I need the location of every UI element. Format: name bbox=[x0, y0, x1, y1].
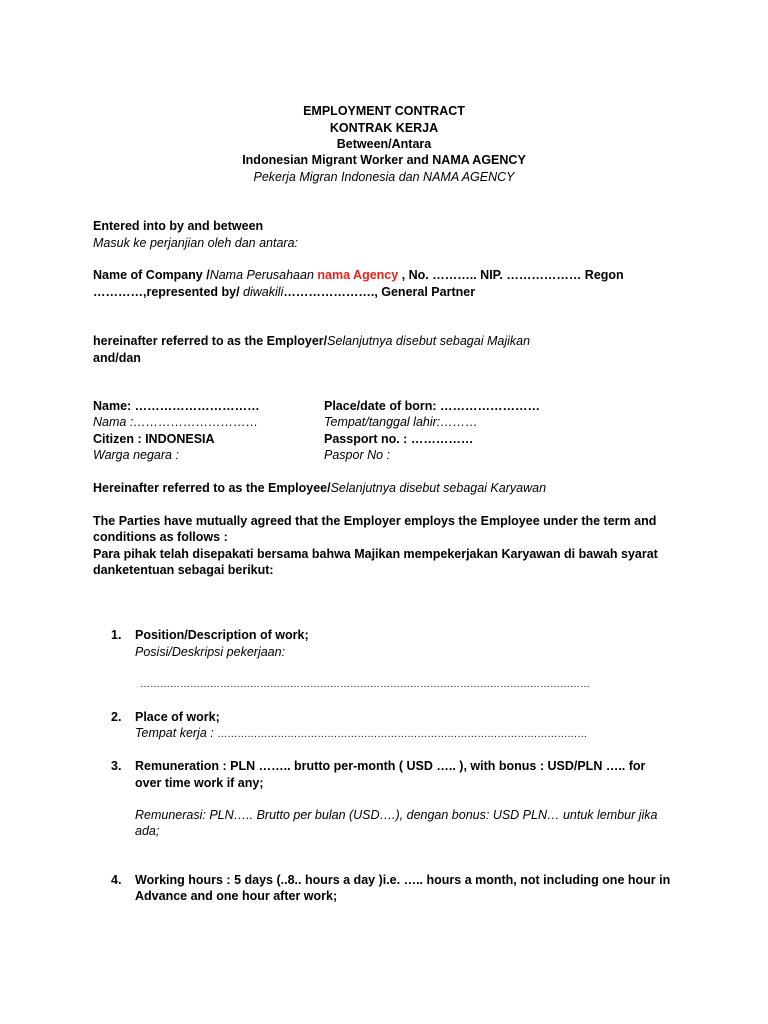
warga-field: Warga negara : bbox=[93, 448, 179, 462]
employee-reference-text-id: Selanjutnya disebut sebagai Karyawan bbox=[330, 481, 547, 495]
item-4-title: Working hours : 5 days (..8.. hours a day )i.e. ….. hours a month, not including one hour in bbox=[135, 873, 671, 887]
entered-text-id: Masuk ke perjanjian oleh dan antara: bbox=[93, 236, 298, 250]
company-number: , No. ……….. NIP. ……………… Regon bbox=[401, 268, 624, 282]
between-label: Between/Antara bbox=[336, 137, 432, 151]
item-3-title-id-2: ada; bbox=[135, 824, 160, 838]
item-4-title-2: Advance and one hour after work; bbox=[135, 889, 338, 903]
agreement-line-3: Para pihak telah disepakati bersama bahwa Majikan mempekerjakan Karyawan di bawah syarat bbox=[93, 547, 658, 561]
item-3-title-2: over time work if any; bbox=[135, 776, 264, 790]
contract-title: EMPLOYMENT CONTRACT bbox=[303, 104, 465, 118]
item-4-number: 4. bbox=[111, 873, 122, 887]
employer-reference-text: hereinafter referred to as the Employer/ bbox=[93, 334, 328, 348]
parties-heading-id: Pekerja Migran Indonesia dan NAMA AGENCY bbox=[253, 170, 515, 184]
item-2-number: 2. bbox=[111, 710, 122, 724]
item-3-title-id: Remunerasi: PLN….. Brutto per bulan (USD….), dengan bonus: USD PLN… untuk lembur jika bbox=[135, 808, 658, 822]
item-2-line-2 bbox=[135, 725, 587, 743]
item-3-title: Remuneration : PLN …….. brutto per-month ( USD ….. ), with bonus : USD/PLN ….. for bbox=[135, 759, 646, 773]
employee-nama-field: Nama :………………………… bbox=[93, 415, 259, 429]
item-1-title: Position/Description of work; bbox=[135, 628, 309, 642]
company-label-id: Nama Perusahaan bbox=[209, 268, 318, 282]
item-1-number: 1. bbox=[111, 628, 122, 642]
employer-reference bbox=[93, 333, 530, 350]
item-2-title: Place of work; bbox=[135, 710, 220, 724]
agreement-line-1: The Parties have mutually agreed that the Employer employs the Employee under the term and bbox=[93, 514, 657, 528]
entered-text: Entered into by and between bbox=[93, 219, 264, 233]
contract-title-id: KONTRAK KERJA bbox=[329, 121, 439, 135]
general-partner: …………………., General Partner bbox=[283, 285, 476, 299]
birth-place-date-field: Place/date of born: …………………… bbox=[324, 399, 540, 413]
employer-reference-text-id: Selanjutnya disebut sebagai Majikan bbox=[327, 334, 531, 348]
item-1-dots: ……………………………………………………………………………………………………………………… bbox=[140, 679, 590, 690]
company-label: Name of Company / bbox=[93, 268, 210, 282]
represented-by: …………,represented by/ bbox=[93, 285, 240, 299]
company-line-1 bbox=[93, 267, 624, 284]
employee-reference-text: Hereinafter referred to as the Employee/ bbox=[93, 481, 331, 495]
citizen-field: Citizen : INDONESIA bbox=[93, 432, 215, 446]
and-dan: and/dan bbox=[93, 351, 141, 365]
item-1-title-id: Posisi/Deskripsi pekerjaan: bbox=[135, 645, 286, 659]
agreement-line-2: conditions as follows : bbox=[93, 530, 228, 544]
passport-field: Passport no. : …………… bbox=[324, 432, 474, 446]
represented-by-id: diwakili bbox=[239, 285, 284, 299]
item-2-title-id: Tempat kerja : bbox=[135, 726, 218, 740]
tempat-lahir-field: Tempat/tanggal lahir:……… bbox=[324, 415, 478, 429]
item-3-number: 3. bbox=[111, 759, 122, 773]
paspor-field: Paspor No : bbox=[324, 448, 391, 462]
employee-reference bbox=[93, 480, 546, 497]
agency-name: nama Agency bbox=[317, 268, 402, 282]
item-2-dots: ………………………………………………………………………………………………… bbox=[217, 729, 588, 740]
agreement-line-4: danketentuan sebagai berikut: bbox=[93, 563, 274, 577]
employee-name-field: Name: ………………………… bbox=[93, 399, 260, 413]
parties-heading: Indonesian Migrant Worker and NAMA AGENCY bbox=[242, 153, 526, 167]
company-line-2 bbox=[93, 284, 475, 301]
